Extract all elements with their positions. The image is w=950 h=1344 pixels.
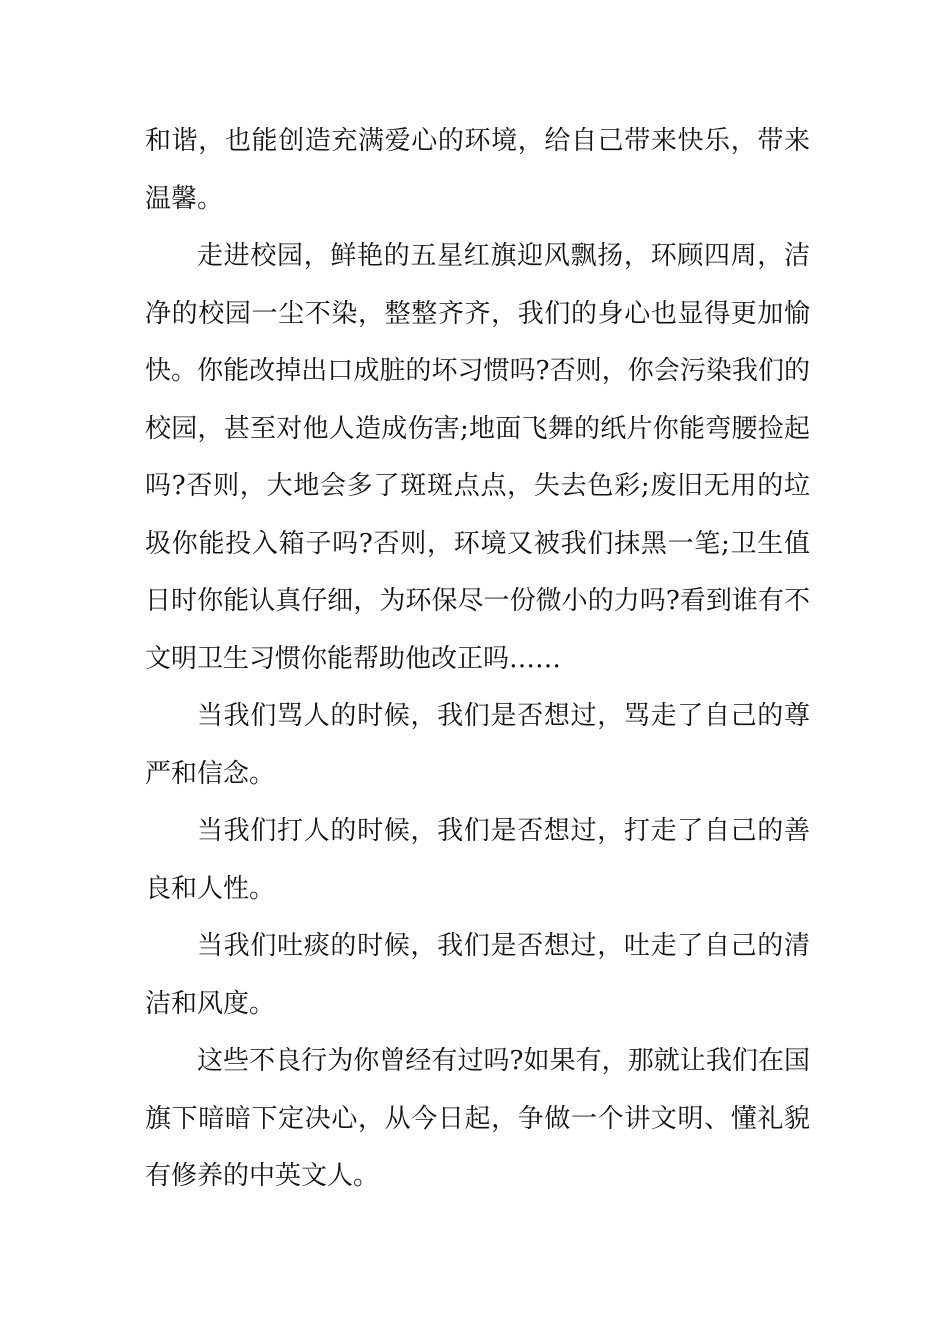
paragraph-spitting: 当我们吐痰的时候，我们是否想过，吐走了自己的清洁和风度。 [145, 931, 810, 1019]
paragraph-hitting: 当我们打人的时候，我们是否想过，打走了自己的善良和人性。 [145, 816, 810, 904]
paragraph-cursing: 当我们骂人的时候，我们是否想过，骂走了自己的尊严和信念。 [145, 701, 810, 789]
paragraph-continuation: 和谐，也能创造充满爱心的环境，给自己带来快乐，带来温馨。 [145, 126, 810, 214]
document-body [145, 113, 810, 1206]
paragraph-campus: 走进校园，鲜艳的五星红旗迎风飘扬，环顾四周，洁净的校园一尘不染，整整齐齐，我们的身心也显得更加愉快。你能改掉出口成脏的坏习惯吗?否则，你会污染我们的校园，甚至对他人造成伤害;地面飞舞的纸片你能弯腰捡起吗?否则，大地会多了斑斑点点，失去色彩;废旧无用的垃圾你能投入箱子吗?否则，环境又被我们抹黑一笔;卫生值日时你能认真仔细，为环保尽一份微小的力吗?看到谁有不文明卫生习惯你能帮助他改正吗…… [145, 241, 810, 674]
paragraph-resolution: 这些不良行为你曾经有过吗?如果有，那就让我们在国旗下暗暗下定决心，从今日起，争做一个讲文明、懂礼貌有修养的中英文人。 [145, 1046, 810, 1191]
